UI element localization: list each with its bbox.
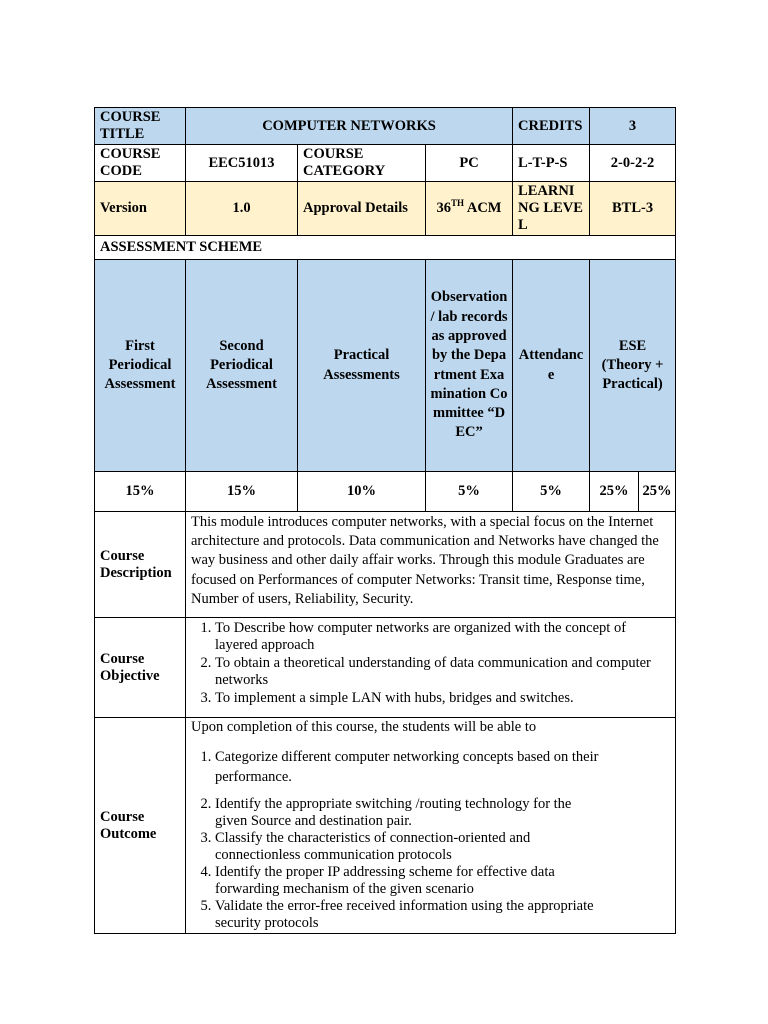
outcome-list	[191, 748, 670, 932]
outcome-item: 1. Categorize different computer networking concepts based on their performance.	[215, 748, 600, 787]
assessment-col-second-periodical: Second Periodical Assessment	[186, 260, 298, 472]
approval-superscript: TH	[451, 198, 465, 209]
course-description-text: This module introduces computer networks, with a special focus on the Internet architecture and protocols. Data communication and Networks have changed the way business and other daily affair works. Through this module Graduates are focused on Performances of computer Networks: Transit time, Response time, Number of users, Reliability, Security.	[186, 512, 676, 618]
assessment-col-attendance: Attendance	[513, 260, 590, 472]
course-objective-label: Course Objective	[95, 618, 186, 718]
credits-label: CREDITS	[513, 108, 590, 145]
outcome-item: 2. Identify the appropriate switching /routing technology for the given Source and destination pair.	[215, 796, 600, 830]
version-value: 1.0	[186, 182, 298, 236]
objective-item: 2. To obtain a theoretical understanding of data communication and computer networks	[215, 655, 670, 689]
objective-list	[191, 620, 670, 707]
learning-level-label: LEARNING LEVEL	[513, 182, 590, 236]
objective-item: 3. To implement a simple LAN with hubs, bridges and switches.	[215, 690, 670, 707]
weight-ese	[590, 472, 676, 512]
assessment-col-ese: ESE (Theory + Practical)	[590, 260, 676, 472]
course-code: EEC51013	[186, 145, 298, 182]
approval-value	[426, 182, 513, 236]
approval-label: Approval Details	[298, 182, 426, 236]
approval-suffix: ACM	[464, 200, 502, 216]
assessment-title: ASSESSMENT SCHEME	[95, 236, 676, 260]
weight-practical: 10%	[298, 472, 426, 512]
outcome-intro: Upon completion of this course, the students will be able to	[191, 719, 537, 735]
course-category-label: COURSE CATEGORY	[298, 145, 426, 182]
course-title: COMPUTER NETWORKS	[186, 108, 513, 145]
approval-number: 36	[436, 200, 452, 216]
course-category: PC	[426, 145, 513, 182]
course-table	[94, 107, 676, 934]
weight-observation: 5%	[426, 472, 513, 512]
version-label: Version	[95, 182, 186, 236]
assessment-col-practical: Practical Assessments	[298, 260, 426, 472]
weight-first-periodical: 15%	[95, 472, 186, 512]
weight-second-periodical: 15%	[186, 472, 298, 512]
course-title-label: COURSE TITLE	[95, 108, 186, 145]
assessment-col-observation: Observation / lab records as approved by the Department Examination Committee “DEC”	[426, 260, 513, 472]
syllabus-page	[94, 107, 675, 934]
weight-ese-theory: 25%	[590, 472, 639, 511]
learning-level: BTL-3	[590, 182, 676, 236]
course-objective-content	[186, 618, 676, 718]
ltps-value: 2-0-2-2	[590, 145, 676, 182]
outcome-item: 4. Identify the proper IP addressing scheme for effective data forwarding mechanism of the given scenario	[215, 864, 600, 898]
objective-item: 1. To Describe how computer networks are organized with the concept of layered approach	[215, 620, 670, 654]
course-outcome-label: Course Outcome	[95, 718, 186, 934]
outcome-item: 3. Classify the characteristics of connection-oriented and connectionless communication protocols	[215, 830, 600, 864]
assessment-col-first-periodical: First Periodical Assessment	[95, 260, 186, 472]
course-outcome-content	[186, 718, 676, 934]
credits-value: 3	[590, 108, 676, 145]
weight-attendance: 5%	[513, 472, 590, 512]
ltps-label: L-T-P-S	[513, 145, 590, 182]
outcome-item: 5. Validate the error-free received information using the appropriate security protocols	[215, 898, 600, 932]
course-code-label: COURSE CODE	[95, 145, 186, 182]
course-description-label: Course Description	[95, 512, 186, 618]
weight-ese-practical: 25%	[642, 483, 672, 499]
